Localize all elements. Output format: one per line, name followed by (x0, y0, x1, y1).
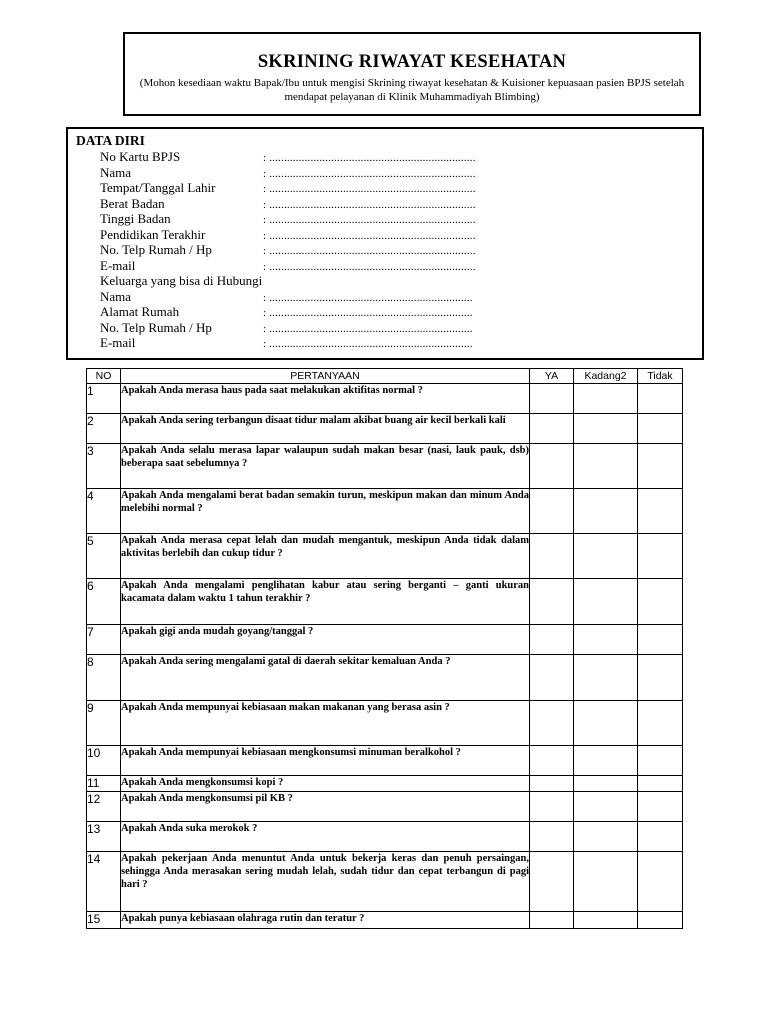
field-blank[interactable]: : ...................................................................... (263, 229, 476, 242)
field-no-kartu-bpjs[interactable] (100, 149, 476, 164)
header-tidak: Tidak (638, 369, 683, 384)
answer-ya-cell[interactable] (530, 655, 574, 701)
answer-kadang-cell[interactable] (574, 822, 638, 852)
answer-tidak-cell[interactable] (638, 746, 683, 776)
field-label: E-mail (100, 257, 136, 273)
answer-tidak-cell[interactable] (638, 776, 683, 792)
field-family-alamat[interactable] (100, 304, 473, 319)
document-title: SKRINING RIWAYAT KESEHATAN (257, 52, 567, 72)
answer-kadang-cell[interactable] (574, 701, 638, 746)
answer-kadang-cell[interactable] (574, 746, 638, 776)
row-number: 8 (87, 655, 121, 701)
row-question: Apakah Anda merasa cepat lelah dan mudah mengantuk, meskipun Anda tidak dalam aktivitas berlebih dan cukup tidur ? (121, 534, 530, 579)
row-number: 13 (87, 822, 121, 852)
answer-kadang-cell[interactable] (574, 414, 638, 444)
table-row (87, 701, 683, 746)
field-label: Nama (100, 288, 132, 304)
table-row (87, 792, 683, 822)
row-question: Apakah punya kebiasaan olahraga rutin dan teratur ? (121, 912, 530, 929)
field-nama[interactable] (100, 165, 476, 180)
field-family-nama[interactable] (100, 289, 473, 304)
field-telp[interactable] (100, 242, 476, 257)
table-row (87, 534, 683, 579)
row-question: Apakah Anda sering mengalami gatal di daerah sekitar kemaluan Anda ? (121, 655, 530, 701)
table-row (87, 579, 683, 625)
table-row (87, 414, 683, 444)
answer-tidak-cell[interactable] (638, 792, 683, 822)
row-number: 1 (87, 384, 121, 414)
field-label: Pendidikan Terakhir (100, 226, 206, 242)
answer-kadang-cell[interactable] (574, 852, 638, 912)
row-question: Apakah Anda mengkonsumsi pil KB ? (121, 792, 530, 822)
field-blank[interactable]: : ..................................................................... (263, 291, 473, 304)
field-label: Nama (100, 164, 132, 180)
row-number: 14 (87, 852, 121, 912)
field-family-email[interactable] (100, 335, 473, 350)
field-label: No. Telp Rumah / Hp (100, 242, 212, 257)
row-question: Apakah Anda mengalami penglihatan kabur atau sering berganti – ganti ukuran kacamata dalam waktu 1 tahun terakhir ? (121, 579, 530, 625)
answer-ya-cell[interactable] (530, 534, 574, 579)
table-row (87, 384, 683, 414)
answer-ya-cell[interactable] (530, 414, 574, 444)
answer-tidak-cell[interactable] (638, 579, 683, 625)
family-contact-heading (100, 273, 262, 288)
field-tempat-tanggal-lahir[interactable] (100, 180, 476, 195)
row-question: Apakah Anda mengalami berat badan semakin turun, meskipun makan dan minum Anda melebihi normal ? (121, 489, 530, 534)
row-number: 9 (87, 701, 121, 746)
answer-kadang-cell[interactable] (574, 534, 638, 579)
answer-kadang-cell[interactable] (574, 444, 638, 489)
row-question: Apakah Anda mempunyai kebiasaan mengkonsumsi minuman beralkohol ? (121, 746, 530, 776)
answer-tidak-cell[interactable] (638, 534, 683, 579)
answer-ya-cell[interactable] (530, 625, 574, 655)
row-number: 5 (87, 534, 121, 579)
questions-table (86, 368, 683, 929)
header-kadang: Kadang2 (574, 369, 638, 384)
answer-tidak-cell[interactable] (638, 912, 683, 929)
answer-ya-cell[interactable] (530, 746, 574, 776)
answer-kadang-cell[interactable] (574, 579, 638, 625)
answer-kadang-cell[interactable] (574, 792, 638, 822)
answer-tidak-cell[interactable] (638, 489, 683, 534)
table-row (87, 625, 683, 655)
row-number: 2 (87, 414, 121, 444)
row-question: Apakah gigi anda mudah goyang/tanggal ? (121, 625, 530, 655)
field-pendidikan-terakhir[interactable] (100, 227, 476, 242)
field-label: No. Telp Rumah / Hp (100, 319, 212, 335)
row-question: Apakah Anda selalu merasa lapar walaupun sudah makan besar (nasi, lauk pauk, dsb) beberapa saat sebelumnya ? (121, 444, 530, 489)
answer-ya-cell[interactable] (530, 852, 574, 912)
field-blank[interactable]: : ...................................................................... (263, 167, 476, 180)
document-subtitle: (Mohon kesediaan waktu Bapak/Ibu untuk mengisi Skrining riwayat kesehatan & Kuisioner kepuasaan pasien BPJS setelah mendapat pelayanan di Klinik Muhammadiyah Blimbing) (139, 77, 685, 103)
answer-ya-cell[interactable] (530, 444, 574, 489)
answer-tidak-cell[interactable] (638, 822, 683, 852)
answer-kadang-cell[interactable] (574, 489, 638, 534)
identity-heading: DATA DIRI (76, 133, 145, 148)
answer-kadang-cell[interactable] (574, 625, 638, 655)
answer-ya-cell[interactable] (530, 776, 574, 792)
row-question: Apakah pekerjaan Anda menuntut Anda untuk bekerja keras dan penuh persaingan, sehingga Anda merasakan sering mudah lelah, sudah tidur dan cepat terbangun di pagi hari ? (121, 852, 530, 912)
field-blank[interactable]: : ..................................................................... (263, 322, 473, 335)
answer-ya-cell[interactable] (530, 489, 574, 534)
answer-ya-cell[interactable] (530, 384, 574, 414)
field-email[interactable] (100, 258, 476, 273)
table-row (87, 776, 683, 792)
field-label: No Kartu BPJS (100, 149, 181, 164)
field-blank[interactable]: : ..................................................................... (263, 307, 473, 319)
header-question: PERTANYAAN (121, 369, 530, 384)
table-row (87, 655, 683, 701)
field-blank[interactable]: : ...................................................................... (263, 183, 476, 195)
field-label: Tempat/Tanggal Lahir (100, 180, 216, 195)
table-header-row (87, 369, 683, 384)
answer-ya-cell[interactable] (530, 701, 574, 746)
row-number: 12 (87, 792, 121, 822)
answer-ya-cell[interactable] (530, 792, 574, 822)
row-question: Apakah Anda suka merokok ? (121, 822, 530, 852)
row-number: 7 (87, 625, 121, 655)
row-number: 3 (87, 444, 121, 489)
answer-tidak-cell[interactable] (638, 384, 683, 414)
answer-kadang-cell[interactable] (574, 912, 638, 929)
row-number: 10 (87, 746, 121, 776)
field-blank[interactable]: : ..................................................................... (263, 338, 473, 350)
answer-kadang-cell[interactable] (574, 776, 638, 792)
field-label: Alamat Rumah (100, 304, 180, 319)
header-ya: YA (530, 369, 574, 384)
field-blank[interactable]: : ...................................................................... (263, 152, 476, 164)
answer-kadang-cell[interactable] (574, 384, 638, 414)
field-blank[interactable]: : ...................................................................... (263, 260, 476, 273)
answer-tidak-cell[interactable] (638, 655, 683, 701)
answer-tidak-cell[interactable] (638, 414, 683, 444)
answer-ya-cell[interactable] (530, 822, 574, 852)
table-row (87, 746, 683, 776)
answer-tidak-cell[interactable] (638, 444, 683, 489)
identity-section (66, 127, 704, 360)
row-number: 15 (87, 912, 121, 929)
answer-tidak-cell[interactable] (638, 701, 683, 746)
field-berat-badan[interactable] (100, 196, 476, 211)
table-row (87, 822, 683, 852)
field-label: Berat Badan (100, 195, 165, 211)
table-row (87, 852, 683, 912)
row-number: 6 (87, 579, 121, 625)
row-question: Apakah Anda sering terbangun disaat tidur malam akibat buang air kecil berkali kali (121, 414, 530, 444)
header-box (123, 32, 701, 116)
field-blank[interactable]: : ...................................................................... (263, 198, 476, 211)
field-family-telp[interactable] (100, 320, 473, 335)
table-row (87, 489, 683, 534)
answer-kadang-cell[interactable] (574, 655, 638, 701)
field-label: Tinggi Badan (100, 211, 171, 226)
row-number: 11 (87, 776, 121, 792)
answer-ya-cell[interactable] (530, 912, 574, 929)
header-no: NO (87, 369, 121, 384)
field-label: E-mail (100, 335, 136, 350)
field-blank[interactable]: : ...................................................................... (263, 214, 476, 226)
answer-ya-cell[interactable] (530, 579, 574, 625)
row-question: Apakah Anda mempunyai kebiasaan makan makanan yang berasa asin ? (121, 701, 530, 746)
field-tinggi-badan[interactable] (100, 211, 476, 226)
row-question: Apakah Anda merasa haus pada saat melakukan aktifitas normal ? (121, 384, 530, 414)
table-row (87, 444, 683, 489)
field-label: Keluarga yang bisa di Hubungi (100, 273, 263, 288)
row-question: Apakah Anda mengkonsumsi kopi ? (121, 776, 530, 792)
table-row (87, 912, 683, 929)
answer-tidak-cell[interactable] (638, 625, 683, 655)
answer-tidak-cell[interactable] (638, 852, 683, 912)
row-number: 4 (87, 489, 121, 534)
field-blank[interactable]: : ...................................................................... (263, 245, 476, 257)
